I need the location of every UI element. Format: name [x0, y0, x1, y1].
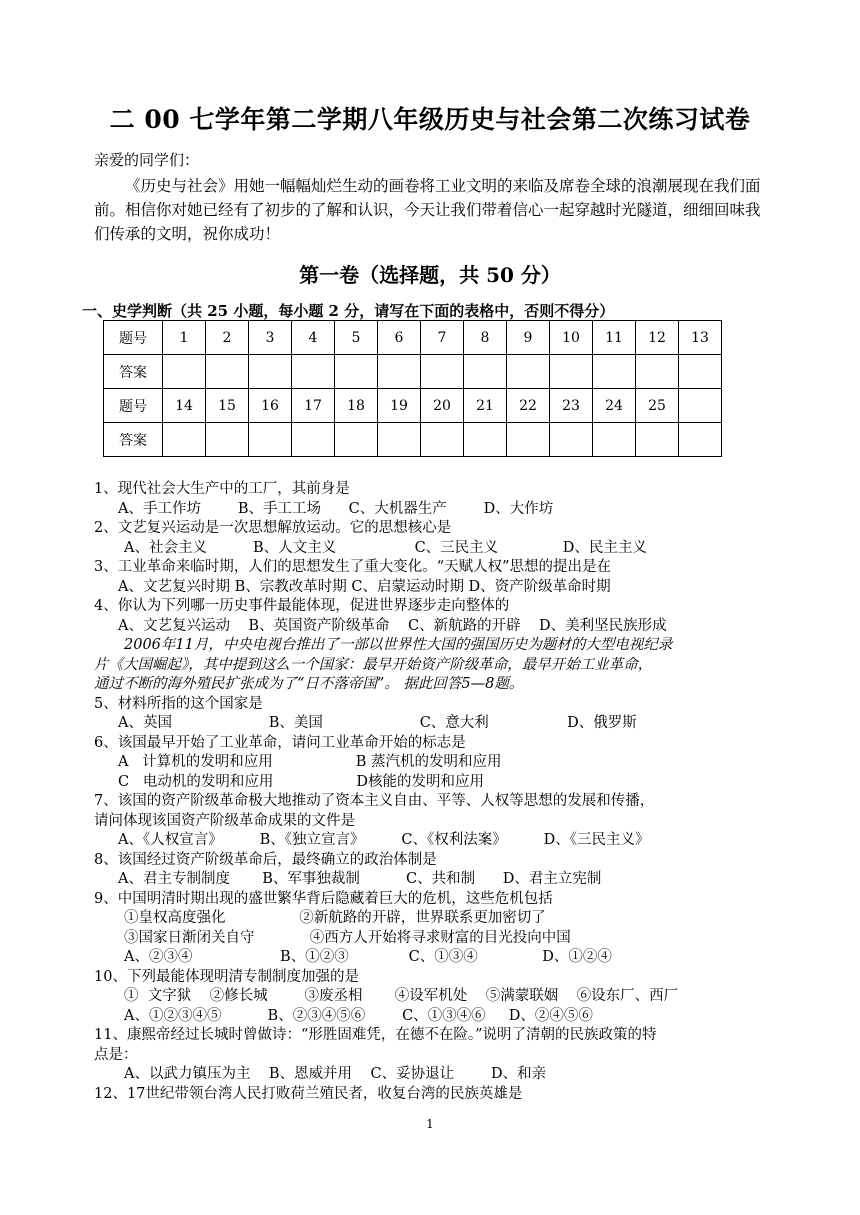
question-number-cell: 12	[636, 321, 679, 355]
question-number-cell	[679, 389, 722, 423]
option-line: A、《人权宣言》 B、《独立宣言》 C、《权利法案》 D、《三民主义》	[118, 832, 650, 848]
question-stem: 6、该国最早开始了工业革命，请问工业革命开始的标志是	[94, 734, 466, 751]
table-row	[104, 423, 722, 457]
question-number-cell: 20	[421, 389, 464, 423]
question-number-cell: 17	[292, 389, 335, 423]
answer-cell[interactable]	[679, 355, 722, 389]
answer-cell[interactable]	[206, 355, 249, 389]
question-number-cell: 24	[593, 389, 636, 423]
question-stem: 请问体现该国资产阶级革命成果的文件是	[94, 812, 355, 829]
option-line: A、②③④ B、①②③ C、①③④ D、①②④	[124, 949, 612, 965]
answer-cell[interactable]	[679, 423, 722, 457]
answer-cell[interactable]	[593, 355, 636, 389]
question-number-cell: 9	[507, 321, 550, 355]
section-one-title: 一、史学判断（共 25 小题，每小题 2 分，请写在下面的表格中，否则不得分）	[82, 302, 615, 320]
table-row	[104, 321, 722, 355]
question-number-cell: 21	[464, 389, 507, 423]
question-stem: 4、你认为下列哪一历史事件最能体现，促进世界逐步走向整体的	[94, 598, 510, 614]
question-number-cell: 15	[206, 389, 249, 423]
question-number-cell: 3	[249, 321, 292, 355]
table-row	[104, 389, 722, 423]
answer-cell[interactable]	[163, 423, 206, 457]
question-number-cell: 18	[335, 389, 378, 423]
question-number-cell: 4	[292, 321, 335, 355]
answer-cell[interactable]	[464, 355, 507, 389]
part-one-title: 第一卷（选择题，共 50 分）	[299, 263, 561, 287]
option-line: ① 文字狱 ②修长城 ③废丞相 ④设军机处 ⑤满蒙联姻 ⑥设东厂、西厂	[124, 988, 679, 1004]
question-stem: 7、该国的资产阶级革命极大地推动了资本主义自由、平等、人权等思想的发展和传播，	[94, 793, 655, 809]
question-stem: 5、材料所指的这个国家是	[94, 695, 263, 712]
answer-cell[interactable]	[335, 423, 378, 457]
answer-cell[interactable]	[507, 355, 550, 389]
answer-cell[interactable]	[292, 355, 335, 389]
question-number-cell: 7	[421, 321, 464, 355]
page-title: 二 00 七学年第二学期八年级历史与社会第二次练习试卷	[109, 105, 751, 134]
question-number-cell: 13	[679, 321, 722, 355]
answer-cell[interactable]	[593, 423, 636, 457]
question-stem: 10、下列最能体现明清专制制度加强的是	[94, 968, 359, 985]
question-stem: 9、中国明清时期出现的盛世繁华背后隐藏着巨大的危机，这些危机包括	[94, 890, 553, 907]
option-line: A、英国 B、美国 C、意大利 D、俄罗斯	[118, 715, 637, 731]
question-number-cell: 8	[464, 321, 507, 355]
question-number-cell: 10	[550, 321, 593, 355]
option-line: A、社会主义 B、人文主义 C、三民主义 D、民主主义	[124, 539, 647, 556]
option-line: C 电动机的发明和应用 D核能的发明和应用	[118, 773, 485, 790]
option-line: A、文艺复兴时期 B、宗教改革时期 C、启蒙运动时期 D、资产阶级革命时期	[118, 578, 611, 595]
question-number-cell: 22	[507, 389, 550, 423]
answer-cell[interactable]	[335, 355, 378, 389]
question-number-cell: 11	[593, 321, 636, 355]
material-text: 通过不断的海外殖民扩张成为了“日不落帝国”。 据此回答5—8题。	[94, 676, 524, 692]
question-number-cell: 25	[636, 389, 679, 423]
option-line: A、文艺复兴运动 B、英国资产阶级革命 C、新航路的开辟 D、美利坚民族形成	[118, 617, 667, 634]
answer-cell[interactable]	[550, 355, 593, 389]
question-stem: 3、工业革命来临时期，人们的思想发生了重大变化。“天赋人权”思想的提出是在	[94, 559, 612, 575]
question-stem: 点是：	[94, 1046, 138, 1063]
question-stem: 12、17世纪带领台湾人民打败荷兰殖民者，收复台湾的民族英雄是	[94, 1085, 523, 1102]
question-stem: 8、该国经过资产阶级革命后，最终确立的政治体制是	[94, 851, 437, 868]
answer-cell[interactable]	[378, 355, 421, 389]
option-line: ①皇权高度强化 ②新航路的开辟，世界联系更加密切了	[124, 910, 546, 926]
intro-paragraph: 《历史与社会》用她一幅幅灿烂生动的画卷将工业文明的来临及席卷全球的浪潮展现在我们面前。相信你对她已经有了初步的了解和认识，今天让我们带着信心一起穿越时光隧道，细细回味我们传承的文明，祝你成功！	[94, 177, 761, 243]
option-line: A、君主专制制度 B、军事独裁制 C、共和制 D、君主立宪制	[118, 871, 602, 887]
answer-cell[interactable]	[636, 355, 679, 389]
option-line: A、以武力镇压为主 B、恩威并用 C、妥协退让 D、和亲	[124, 1066, 547, 1082]
option-line: A 计算机的发明和应用 B 蒸汽机的发明和应用	[118, 754, 502, 770]
question-number-cell: 19	[378, 389, 421, 423]
material-text: 片《大国崛起》，其中提到这么一个国家：最早开始资产阶级革命，最早开始工业革命，	[94, 656, 653, 673]
answer-cell[interactable]	[378, 423, 421, 457]
question-number-label: 题号	[104, 389, 163, 423]
page-number: 1	[426, 1117, 434, 1131]
answer-cell[interactable]	[249, 423, 292, 457]
question-number-cell: 1	[163, 321, 206, 355]
greeting: 亲爱的同学们：	[94, 151, 200, 169]
material-text: 2006年11月，中央电视台推出了一部以世界性大国的强国历史为题材的大型电视纪录	[124, 637, 673, 653]
question-number-label: 题号	[104, 321, 163, 355]
question-number-cell: 6	[378, 321, 421, 355]
answer-cell[interactable]	[249, 355, 292, 389]
option-line: ③国家日渐闭关自守 ④西方人开始将寻求财富的目光投向中国	[124, 929, 571, 946]
answer-table	[103, 320, 722, 457]
answer-cell[interactable]	[636, 423, 679, 457]
question-stem: 1、现代社会大生产中的工厂，其前身是	[94, 481, 350, 497]
option-line: A、①②③④⑤ B、②③④⑤⑥ C、①③④⑥ D、②④⑤⑥	[124, 1007, 593, 1024]
question-number-cell: 14	[163, 389, 206, 423]
table-row	[104, 355, 722, 389]
question-list	[94, 480, 794, 1104]
question-number-cell: 2	[206, 321, 249, 355]
answer-cell[interactable]	[464, 423, 507, 457]
option-line: A、手工作坊 B、手工工场 C、大机器生产 D、大作坊	[118, 500, 554, 517]
answer-cell[interactable]	[507, 423, 550, 457]
answer-cell[interactable]	[421, 355, 464, 389]
answer-cell[interactable]	[163, 355, 206, 389]
question-number-cell: 5	[335, 321, 378, 355]
answer-cell[interactable]	[292, 423, 335, 457]
answer-cell[interactable]	[421, 423, 464, 457]
answer-label: 答案	[104, 355, 163, 389]
question-number-cell: 16	[249, 389, 292, 423]
question-stem: 11、康熙帝经过长城时曾做诗：“形胜固难凭，在德不在险。”说明了清朝的民族政策的特	[94, 1027, 657, 1043]
answer-cell[interactable]	[550, 423, 593, 457]
answer-label: 答案	[104, 423, 163, 457]
answer-cell[interactable]	[206, 423, 249, 457]
question-number-cell: 23	[550, 389, 593, 423]
question-stem: 2、文艺复兴运动是一次思想解放运动。它的思想核心是	[94, 520, 452, 536]
